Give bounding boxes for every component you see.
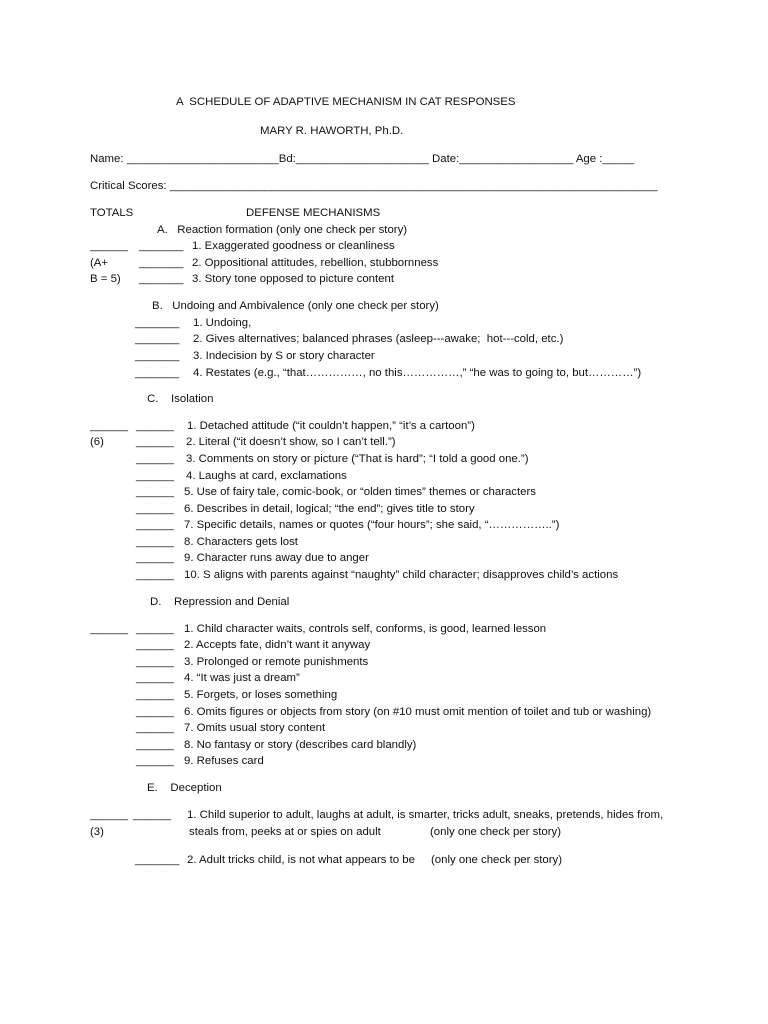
- list-item: 5. Forgets, or loses something: [184, 689, 338, 701]
- check-blank: ______: [136, 470, 175, 482]
- check-blank: ______: [136, 569, 175, 581]
- list-item: 6. Describes in detail, logical; “the end”; gives title to story: [184, 503, 475, 515]
- defense-mechanisms-heading: DEFENSE MECHANISMS: [246, 207, 381, 219]
- check-blank: _______: [135, 333, 180, 345]
- one-check-note: (only one check per story): [430, 826, 562, 838]
- total-blank: ______: [90, 420, 129, 432]
- section-a-total-label: B = 5): [90, 273, 121, 285]
- one-check-note: (only one check per story): [431, 854, 563, 866]
- check-blank: ______: [133, 809, 172, 821]
- check-blank: ______: [136, 503, 175, 515]
- list-item: 4. Restates (e.g., “that……………, no this……………,” “he was to going to, but…………”): [193, 367, 642, 379]
- author-name: MARY R. HAWORTH, Ph.D.: [260, 125, 404, 137]
- check-blank: ______: [136, 706, 175, 718]
- check-blank: ______: [136, 552, 175, 564]
- list-item: 9. Refuses card: [184, 755, 264, 767]
- total-blank: ______: [90, 240, 129, 252]
- check-blank: ______: [136, 436, 175, 448]
- check-blank: ______: [136, 420, 175, 432]
- check-blank: _______: [135, 350, 180, 362]
- check-blank: ______: [136, 519, 175, 531]
- list-item: 8. No fantasy or story (describes card blandly): [184, 739, 417, 751]
- document-title: A SCHEDULE OF ADAPTIVE MECHANISM IN CAT RESPONSES: [176, 96, 516, 108]
- list-item: 2. Accepts fate, didn’t want it anyway: [184, 639, 371, 651]
- check-blank: ______: [136, 486, 175, 498]
- section-e-total-label: (3): [90, 826, 104, 838]
- list-item: 4. “It was just a dream”: [184, 672, 300, 684]
- list-item: 7. Specific details, names or quotes (“four hours”; she said, “……………..”): [184, 519, 560, 531]
- name-date-age-fields: Name: ________________________Bd:_____________________ Date:__________________ Age :_____: [90, 153, 635, 165]
- check-blank: ______: [136, 623, 175, 635]
- check-blank: _______: [135, 317, 180, 329]
- list-item: 2. Adult tricks child, is not what appears to be: [187, 854, 415, 866]
- list-item: 9. Character runs away due to anger: [184, 552, 369, 564]
- list-item: 2. Oppositional attitudes, rebellion, stubbornness: [192, 257, 439, 269]
- list-item: 1. Undoing,: [193, 317, 252, 329]
- section-b-heading: B. Undoing and Ambivalence (only one check per story): [152, 300, 439, 312]
- check-blank: ______: [136, 536, 175, 548]
- critical-scores-field: Critical Scores: _____________________________________________________________________________: [90, 180, 658, 192]
- list-item: 1. Detached attitude (“it couldn’t happen,” “it’s a cartoon”): [187, 420, 475, 432]
- check-blank: _______: [135, 854, 180, 866]
- check-blank: ______: [136, 689, 175, 701]
- section-d-heading: D. Repression and Denial: [150, 596, 290, 608]
- list-item: 1. Child character waits, controls self, conforms, is good, learned lesson: [184, 623, 547, 635]
- check-blank: _______: [139, 257, 184, 269]
- list-item: 3. Story tone opposed to picture content: [192, 273, 395, 285]
- check-blank: _______: [135, 367, 180, 379]
- section-a-heading: A. Reaction formation (only one check per story): [157, 224, 408, 236]
- list-item: 4. Laughs at card, exclamations: [186, 470, 347, 482]
- list-item: 10. S aligns with parents against “naughty” child character; disapproves child’s actions: [184, 569, 619, 581]
- check-blank: ______: [136, 672, 175, 684]
- totals-heading: TOTALS: [90, 207, 134, 219]
- check-blank: ______: [136, 639, 175, 651]
- list-item: 3. Prolonged or remote punishments: [184, 656, 369, 668]
- total-blank: ______: [90, 623, 129, 635]
- section-c-total-label: (6): [90, 436, 104, 448]
- list-item-continued: steals from, peeks at or spies on adult: [189, 826, 381, 838]
- check-blank: ______: [136, 739, 175, 751]
- check-blank: ______: [136, 656, 175, 668]
- list-item: 1. Child superior to adult, laughs at adult, is smarter, tricks adult, sneaks, pretends, hides from,: [187, 809, 664, 821]
- list-item: 2. Literal (“it doesn’t show, so I can’t tell.”): [186, 436, 396, 448]
- list-item: 7. Omits usual story content: [184, 722, 326, 734]
- list-item: 2. Gives alternatives; balanced phrases (asleep---awake; hot---cold, etc.): [193, 333, 564, 345]
- section-c-heading: C. Isolation: [147, 393, 214, 405]
- list-item: 6. Omits figures or objects from story (on #10 must omit mention of toilet and tub or washing): [184, 706, 652, 718]
- check-blank: _______: [139, 273, 184, 285]
- section-a-total-label: (A+: [90, 257, 109, 269]
- list-item: 1. Exaggerated goodness or cleanliness: [192, 240, 395, 252]
- list-item: 3. Indecision by S or story character: [193, 350, 375, 362]
- list-item: 3. Comments on story or picture (“That is hard”; “I told a good one.”): [186, 453, 529, 465]
- check-blank: ______: [136, 722, 175, 734]
- check-blank: ______: [136, 755, 175, 767]
- section-e-heading: E. Deception: [147, 782, 222, 794]
- total-blank: ______: [90, 809, 129, 821]
- list-item: 5. Use of fairy tale, comic-book, or “olden times” themes or characters: [184, 486, 536, 498]
- check-blank: ______: [136, 453, 175, 465]
- list-item: 8. Characters gets lost: [184, 536, 298, 548]
- check-blank: _______: [139, 240, 184, 252]
